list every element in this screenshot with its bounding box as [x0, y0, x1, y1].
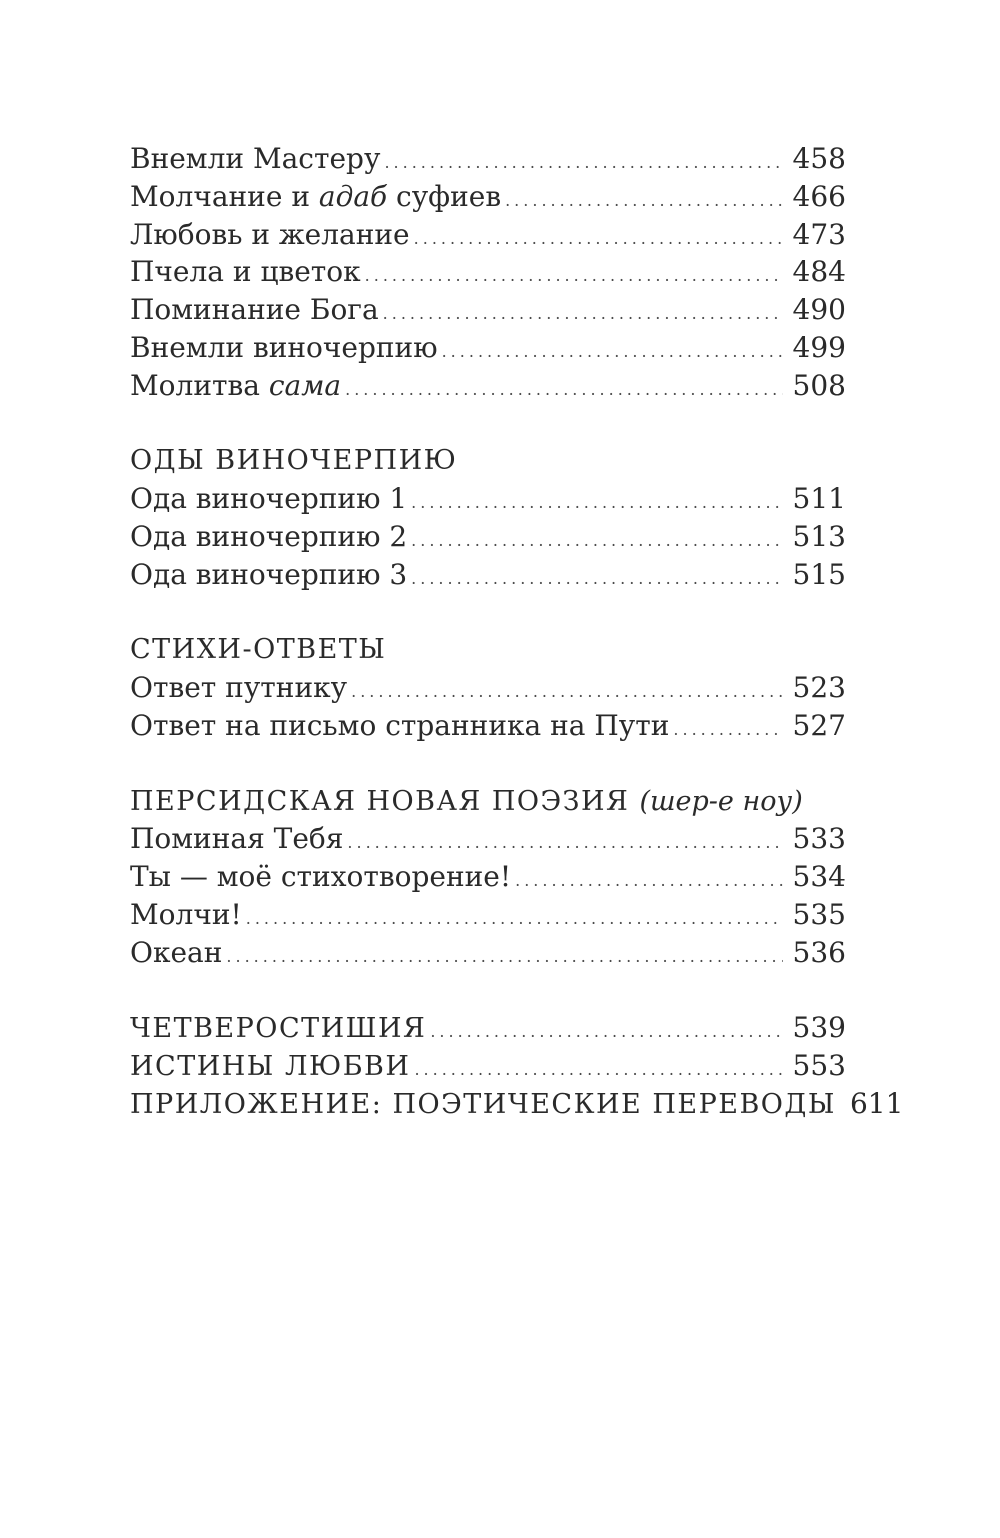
toc-entry-ty-moe-stikhotvorenie — [130, 858, 846, 896]
leader-dots — [442, 333, 783, 371]
section-gap — [130, 594, 846, 632]
table-of-contents — [130, 140, 904, 1123]
entry-title: Пчела и цветок — [130, 255, 361, 289]
toc-entry-lyubov-zhelanie — [130, 216, 846, 254]
entry-title: Ответ путнику — [130, 671, 348, 705]
toc-entry-oda-3 — [130, 556, 846, 594]
toc-entry-molchanie-adab — [130, 178, 846, 216]
entry-page: 515 — [792, 557, 846, 591]
entry-title: Ода виночерпию 2 — [130, 519, 408, 553]
toc-entry-oda-1 — [130, 480, 846, 518]
entry-title: Поминание Бога — [130, 293, 379, 327]
entry-title: Ода виночерпию 3 — [130, 557, 408, 591]
entry-page: 535 — [792, 897, 846, 931]
entry-title: ЧЕТВЕРОСТИШИЯ — [130, 1013, 427, 1045]
leader-dots — [411, 484, 782, 522]
section-heading-persian: ПЕРСИДСКАЯ НОВАЯ ПОЭЗИЯ (шер-е ноу) — [130, 785, 803, 817]
section-gap — [130, 405, 846, 443]
entry-title: Молчание и адаб суфиев — [130, 179, 502, 213]
toc-entry-okean — [130, 934, 846, 972]
entry-page: 473 — [792, 217, 846, 251]
leader-dots — [515, 862, 782, 900]
entry-title: ПРИЛОЖЕНИЕ: ПОЭТИЧЕСКИЕ ПЕРЕВОДЫ — [130, 1088, 836, 1120]
entry-page: 523 — [792, 671, 846, 705]
entry-title: Океан — [130, 935, 223, 969]
section-gap — [130, 972, 846, 1010]
entry-page: 527 — [792, 708, 846, 742]
leader-dots — [414, 220, 783, 258]
entry-page: 611 — [849, 1086, 904, 1120]
section-gap — [130, 745, 846, 783]
entry-title: Молитва сама — [130, 368, 342, 402]
entry-page: 458 — [792, 142, 846, 175]
entry-page: 534 — [792, 860, 846, 894]
section-heading-answers: СТИХИ-ОТВЕТЫ — [130, 634, 387, 666]
leader-dots — [430, 1013, 782, 1051]
entry-page: 513 — [792, 519, 846, 553]
toc-entry-molchi — [130, 896, 846, 934]
toc-entry-prilozhenie — [130, 1085, 904, 1123]
entry-title: Внемли виночерпию — [130, 330, 438, 364]
toc-entry-molitva-sama — [130, 367, 846, 405]
leader-dots — [383, 295, 783, 333]
entry-title: Любовь и желание — [130, 217, 410, 251]
entry-page: 553 — [792, 1049, 846, 1083]
toc-entry-pchela-cvetok — [130, 253, 846, 291]
entry-title: Молчи! — [130, 897, 242, 931]
leader-dots — [505, 182, 782, 220]
entry-title: Внемли Мастеру — [130, 142, 381, 175]
leader-dots — [414, 1051, 782, 1089]
entry-page: 539 — [792, 1011, 846, 1045]
leader-dots — [411, 522, 782, 560]
toc-entry-pominanie-boga — [130, 291, 846, 329]
toc-entry-otvet-putniku — [130, 669, 846, 707]
entry-page: 466 — [792, 179, 846, 213]
toc-entry-pominaya-tebya — [130, 820, 846, 858]
entry-title: Ответ на письмо странника на Пути — [130, 708, 670, 742]
leader-dots — [351, 673, 782, 711]
entry-page: 508 — [792, 368, 846, 402]
leader-dots — [673, 711, 782, 749]
toc-entry-vnemli-mastera — [130, 140, 846, 178]
entry-page: 533 — [792, 822, 846, 856]
leader-dots — [365, 257, 783, 295]
toc-entry-chetverostishiya — [130, 1009, 846, 1047]
leader-dots — [246, 900, 783, 938]
entry-page: 490 — [792, 293, 846, 327]
entry-page: 499 — [792, 330, 846, 364]
toc-entry-istiny-lyubvi — [130, 1047, 846, 1085]
leader-dots — [226, 938, 782, 976]
entry-page: 484 — [792, 255, 846, 289]
leader-dots — [347, 824, 782, 862]
leader-dots — [345, 371, 782, 409]
section-heading-odes: ОДЫ ВИНОЧЕРПИЮ — [130, 445, 458, 477]
entry-page: 536 — [792, 935, 846, 969]
leader-dots — [411, 560, 782, 598]
entry-title: Поминая Тебя — [130, 822, 344, 856]
toc-entry-oda-2 — [130, 518, 846, 556]
toc-entry-vnemli-vinocherpiyu — [130, 329, 846, 367]
entry-title: Ода виночерпию 1 — [130, 482, 408, 516]
leader-dots — [384, 144, 782, 182]
entry-page: 511 — [792, 482, 846, 516]
entry-title: ИСТИНЫ ЛЮБВИ — [130, 1051, 411, 1083]
entry-title: Ты — моё стихотворение! — [130, 860, 512, 894]
toc-entry-otvet-na-pismo — [130, 707, 846, 745]
